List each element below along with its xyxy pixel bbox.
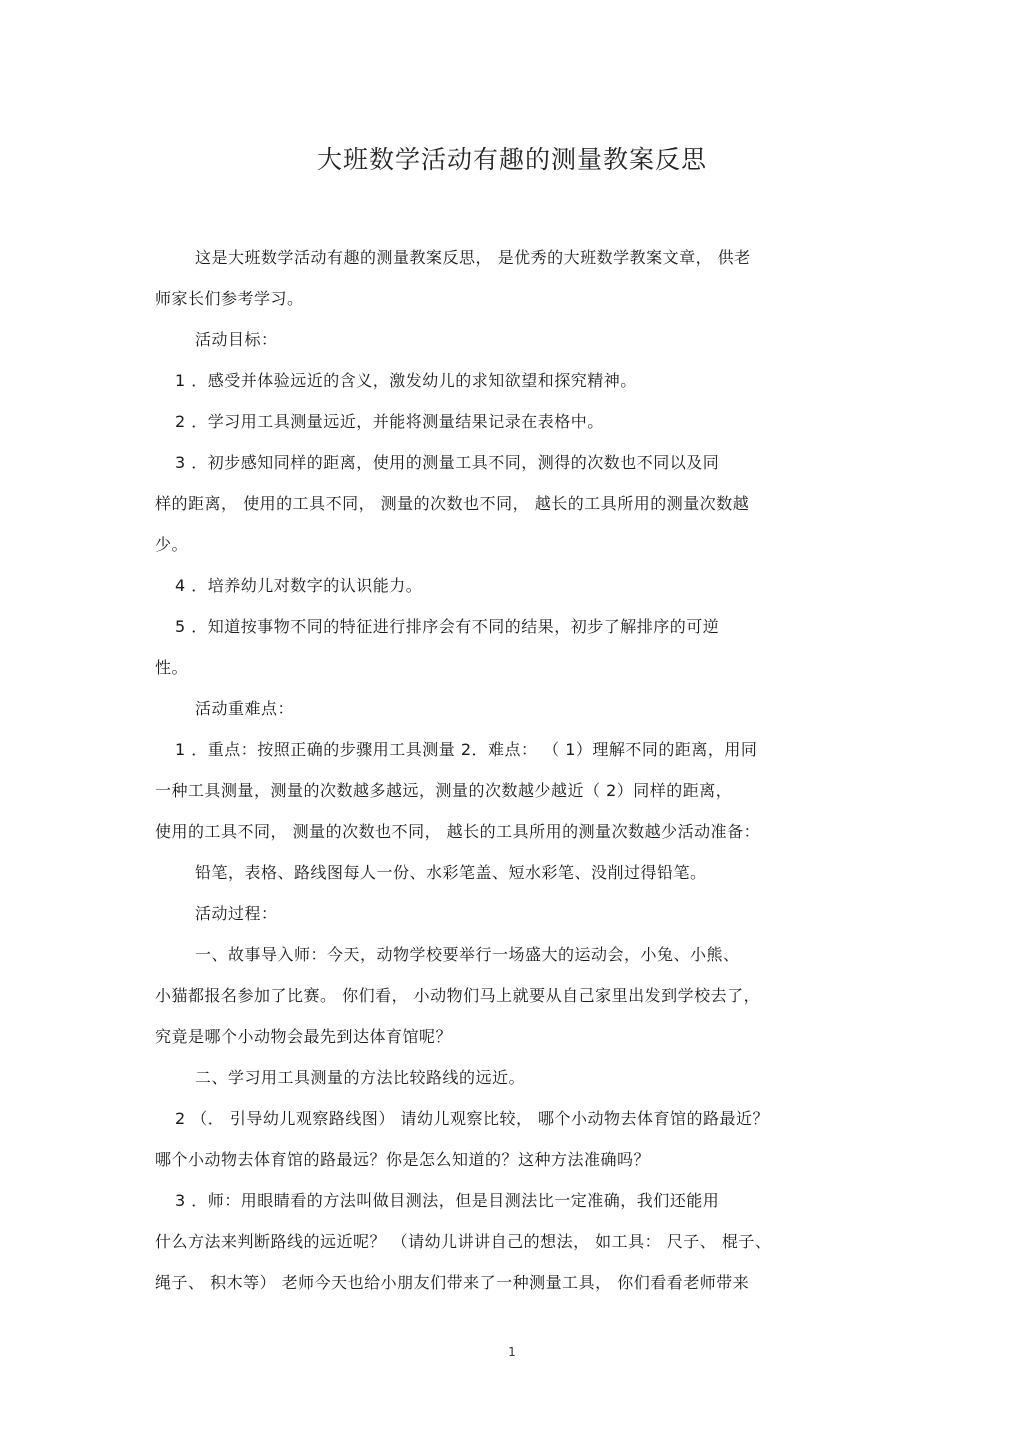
- text-line: 5 ．知道按事物不同的特征进行排序会有不同的结果，初步了解排序的可逆: [175, 617, 720, 636]
- text-line: 2 （． 引导幼儿观察路线图） 请幼儿观察比较， 哪个小动物去体育馆的路最近？: [175, 1109, 770, 1128]
- text-line: 2 ．学习用工具测量远近，并能将测量结果记录在表格中。: [175, 412, 604, 431]
- text-line: 1 ．感受并体验远近的含义，激发幼儿的求知欲望和探究精神。: [175, 371, 637, 390]
- text-line: 铅笔，表格、路线图每人一份、水彩笔盖、短水彩笔、没削过得铅笔。: [195, 863, 707, 882]
- text-line: 1 ．重点：按照正确的步骤用工具测量 2．难点： （ 1）理解不同的距离，用同: [175, 740, 758, 759]
- text-line: 少。: [155, 535, 189, 554]
- text-line: 一种工具测量，测量的次数越多越远，测量的次数越少越近（ 2）同样的距离，: [155, 781, 733, 800]
- text-line: 3 ．师：用眼睛看的方法叫做目测法，但是目测法比一定准确，我们还能用: [175, 1191, 720, 1210]
- text-line: 一、故事导入师：今天，动物学校要举行一场盛大的运动会，小兔、小熊、: [195, 945, 740, 964]
- text-line: 3 ．初步感知同样的距离，使用的测量工具不同，测得的次数也不同以及同: [175, 453, 720, 472]
- text-line: 哪个小动物去体育馆的路最远？你是怎么知道的？这种方法准确吗？: [155, 1150, 651, 1169]
- text-line: 活动重难点：: [195, 699, 295, 718]
- text-line: 4 ．培养幼儿对数字的认识能力。: [175, 576, 423, 595]
- page-number: 1: [508, 1345, 516, 1359]
- text-line: 样的距离， 使用的工具不同， 测量的次数也不同， 越长的工具所用的测量次数越: [155, 494, 750, 513]
- text-line: 什么方法来判断路线的远近呢？ （请幼儿讲讲自己的想法， 如工具： 尺子、 棍子、: [155, 1232, 772, 1251]
- text-line: 性。: [155, 658, 189, 677]
- text-line: 绳子、 积木等） 老师今天也给小朋友们带来了一种测量工具， 你们看看老师带来: [155, 1273, 750, 1292]
- text-line: 活动过程：: [195, 904, 278, 923]
- text-line: 这是大班数学活动有趣的测量教案反思， 是优秀的大班数学教案文章， 供老: [195, 248, 751, 267]
- text-line: 究竟是哪个小动物会最先到达体育馆呢？: [155, 1027, 453, 1046]
- text-line: 师家长们参考学习。: [155, 289, 304, 308]
- text-line: 使用的工具不同， 测量的次数也不同， 越长的工具所用的测量次数越少活动准备：: [155, 822, 761, 841]
- document-title: 大班数学活动有趣的测量教案反思: [316, 145, 707, 174]
- text-line: 二、学习用工具测量的方法比较路线的远近。: [195, 1068, 526, 1087]
- text-line: 活动目标：: [195, 330, 278, 349]
- text-line: 小猫都报名参加了比赛。 你们看， 小动物们马上就要从自己家里出发到学校去了，: [155, 986, 761, 1005]
